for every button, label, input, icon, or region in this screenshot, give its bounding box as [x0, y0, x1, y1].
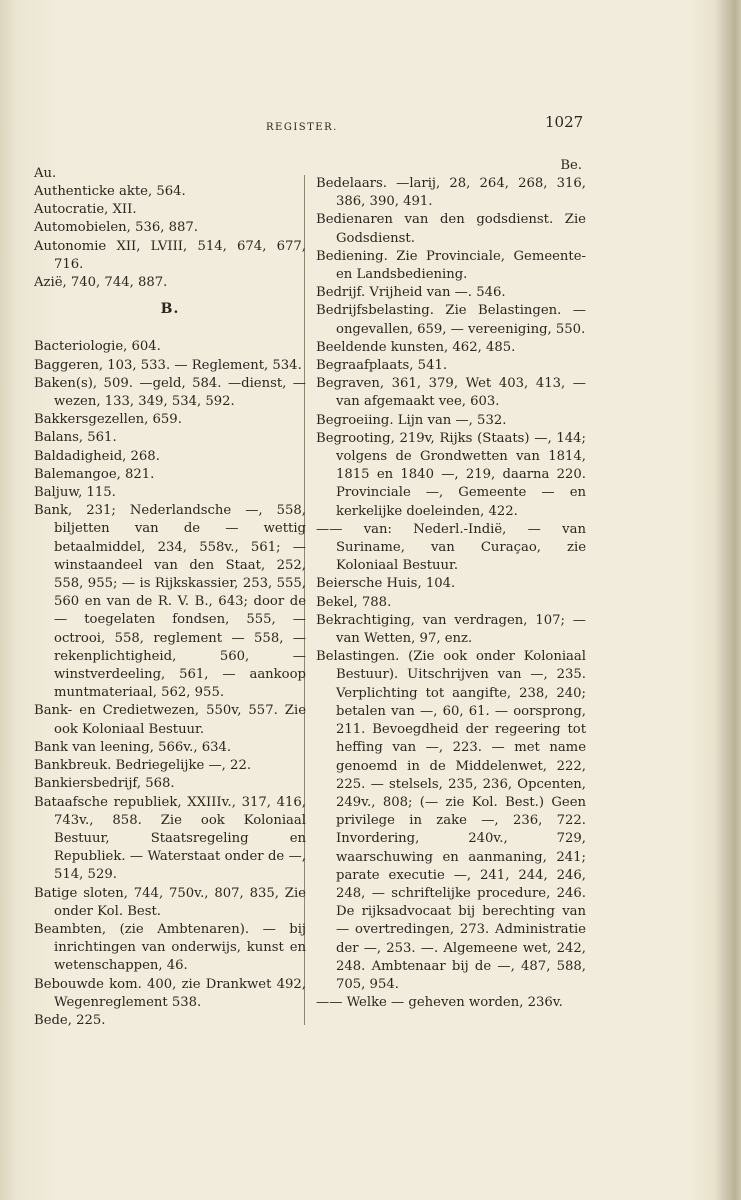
index-entry: Bebouwde kom. 400, zie Drankwet 492, Wegenreglement 538.: [34, 976, 306, 1010]
index-entry: Baggeren, 103, 533. — Reglement, 534.: [34, 357, 302, 373]
index-entry: Belastingen. (Zie ook onder Koloniaal Bestuur). Uitschrijven van —, 235. Verplichting tot aangifte, 238, 240; betalen van —, 60, 61. — oorsprong, 211. Bevoegdheid der regeering tot heffing van —, 223. — met name genoemd in de Middelenwet, 222, 225. — stelsels, 235, 236, Opcenten, 249v., 808; (— zie Kol. Best.) Geen privilege in zake —, 236, 722. Invordering, 240v., 729, waarschuwing en aanmaning, 241; parate executie —, 241, 244, 246, 248, — schriftelijke procedure, 246. De rijksadvocaat bij berechting van — overtredingen, 273. Administratie der —, 253. —. Algemeene wet, 242, 248. Ambtenaar bij de —, 487, 588, 705, 954.: [316, 649, 586, 992]
index-entry: Bedrijf. Vrijheid van —. 546.: [316, 285, 506, 301]
index-entry: Bekrachtiging, van verdragen, 107; — van Wetten, 97, enz.: [316, 612, 586, 647]
index-entry: Balemangoe, 821.: [34, 466, 155, 482]
index-entry: Bank van leening, 566v., 634.: [34, 739, 232, 755]
right-column: [316, 158, 586, 1012]
index-entry: Automobielen, 536, 887.: [34, 220, 198, 236]
index-entry: —— van: Nederl.-Indië, — van Suriname, van Curaçao, zie Koloniaal Bestuur.: [316, 521, 586, 574]
index-entry: Balans, 561.: [34, 430, 117, 446]
index-entry: Bedienaren van den godsdienst. Zie Godsdienst.: [316, 212, 586, 246]
index-entry: Azië, 740, 744, 887.: [34, 275, 168, 291]
index-entry: Baljuw, 115.: [34, 485, 116, 501]
index-entry: Bekel, 788.: [316, 594, 392, 610]
index-entry: Bank, 231; Nederlandsche —, 558, biljetten van de — wettig betaalmiddel, 234, 558v., 561; —winstaandeel van den Staat, 252, 558, 955; — is Rijkskassier, 253, 555, 560 en van de R. V. B., 643; door de — toegelaten fondsen, 555, — octrooi, 558, reglement — 558, — rekenplichtigheid, 560, — winstverdeeling, 561, — aankoop muntmateriaal, 562, 955.: [34, 503, 306, 701]
index-entry: Beiersche Huis, 104.: [316, 576, 456, 592]
column-head-au: Au.: [34, 166, 57, 181]
index-entry: Bataafsche republiek, XXIIIv., 317, 416, 743v., 858. Zie ook Koloniaal Bestuur, Staatsregeling en Republiek. — Waterstaat onder de —, 514, 529.: [34, 794, 306, 883]
index-entry: Bediening. Zie Provinciale, Gemeente- en Landsbediening.: [316, 248, 586, 283]
index-entry: Baldadigheid, 268.: [34, 448, 160, 464]
index-entry: Bankbreuk. Bedriegelijke —, 22.: [34, 758, 252, 774]
running-head: REGISTER.: [266, 122, 338, 133]
index-entry: Autocratie, XII.: [34, 202, 137, 218]
index-entry: Begrooting, 219v, Rijks (Staats) —, 144; volgens de Grondwetten van 1814, 1815 en 1840 —, 219, daarna 220. Provinciale —, Gemeente — en kerkelijke doeleinden, 422.: [316, 430, 586, 519]
column-head-be: Be.: [560, 158, 582, 173]
index-entry: Begraven, 361, 379, Wet 403, 413, — van afgemaakt vee, 603.: [316, 376, 586, 410]
index-entry: Begroeiing. Lijn van —, 532.: [316, 412, 507, 428]
index-entry: Bedelaars. —larij, 28, 264, 268, 316, 386, 390, 491.: [316, 176, 586, 210]
index-entry: Authenticke akte, 564.: [34, 184, 186, 199]
index-entry: Beambten, (zie Ambtenaren). — bij inrichtingen van onderwijs, kunst en wetenschappen, 46.: [34, 921, 306, 974]
section-letter-b: B.: [160, 301, 180, 318]
index-entry: Bede, 225.: [34, 1012, 106, 1028]
index-entry: Bacteriologie, 604.: [34, 339, 161, 355]
index-entry: Beeldende kunsten, 462, 485.: [316, 339, 516, 355]
index-entry: Autonomie XII, LVIII, 514, 674, 677, 716.: [34, 238, 306, 272]
index-entry: Baken(s), 509. —geld, 584. —dienst, —wezen, 133, 349, 534, 592.: [34, 375, 306, 410]
index-entry: Bank- en Credietwezen, 550v, 557. Zie ook Koloniaal Bestuur.: [34, 703, 306, 737]
index-entry: Begraafplaats, 541.: [316, 358, 448, 374]
left-column: [34, 165, 306, 1030]
index-entry: Bedrijfsbelasting. Zie Belastingen. — ongevallen, 659, — vereeniging, 550.: [316, 303, 586, 337]
index-entry: Bakkersgezellen, 659.: [34, 412, 182, 428]
index-entry: Bankiersbedrijf, 568.: [34, 776, 175, 792]
index-entry: —— Welke — geheven worden, 236v.: [316, 995, 563, 1011]
index-entry: Batige sloten, 744, 750v., 807, 835, Zie onder Kol. Best.: [34, 885, 306, 919]
page-number: 1027: [545, 113, 584, 131]
